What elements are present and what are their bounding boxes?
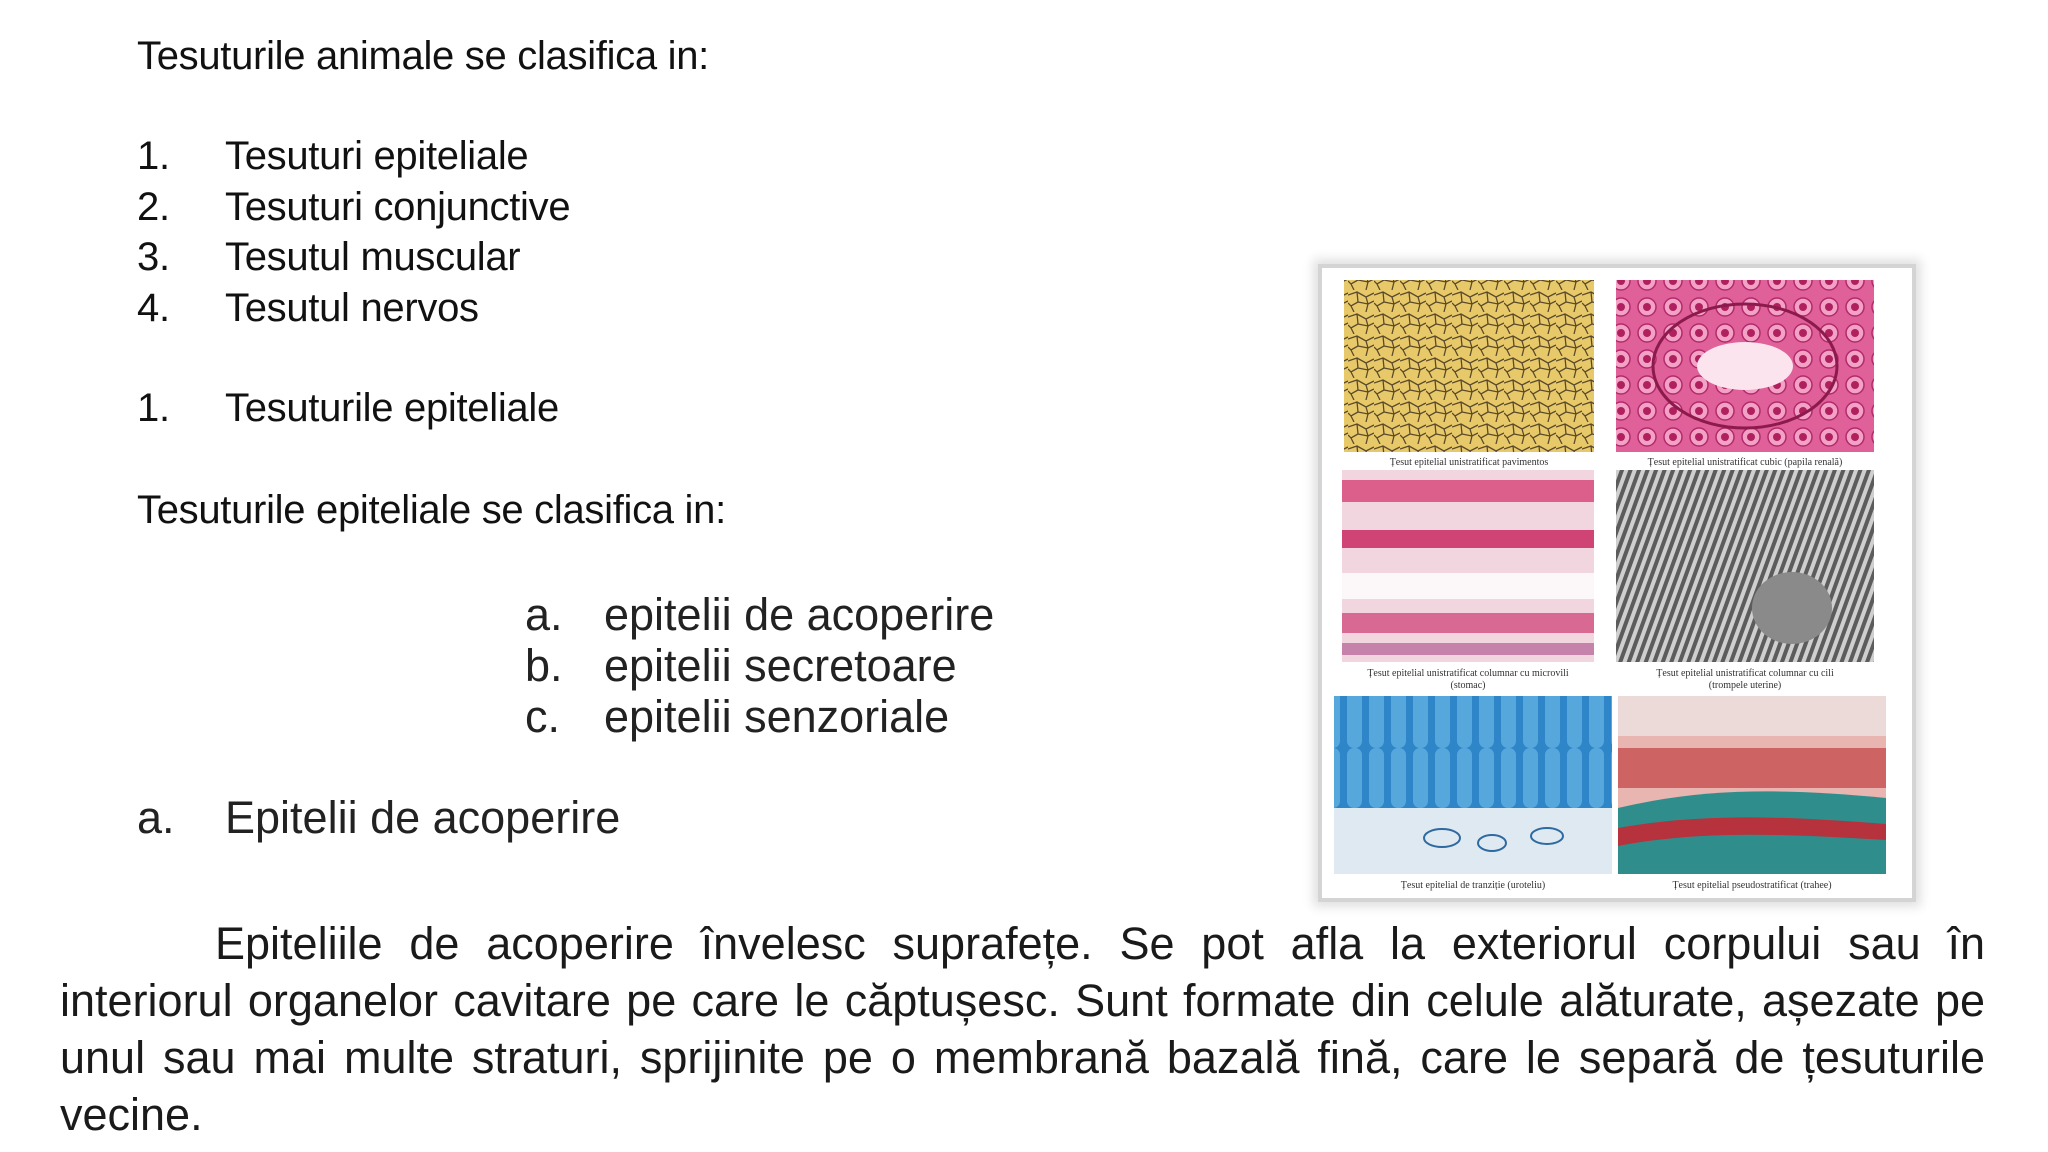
micrograph-tranzitie: [1334, 696, 1612, 874]
list-letter: c.: [525, 691, 561, 742]
caption-microvili-sub: (stomac): [1450, 680, 1486, 691]
list-item: Tesutul nervos: [225, 286, 479, 330]
heading: Tesuturile animale se clasifica in:: [137, 34, 709, 78]
caption-pseudo: Țesut epitelial pseudostratificat (trahee): [1672, 880, 1832, 891]
list-item: Tesuturi conjunctive: [225, 185, 571, 229]
list-item: Tesuturi epiteliale: [225, 134, 529, 178]
list-item: epitelii de acoperire: [604, 589, 995, 640]
list-number: 2.: [137, 185, 170, 229]
caption-tranzitie: Țesut epitelial de tranziție (uroteliu): [1400, 880, 1546, 891]
caption-cubic: Țesut epitelial unistratificat cubic (papila renală): [1647, 457, 1843, 468]
list-item: epitelii secretoare: [604, 640, 957, 691]
body-paragraph: Epiteliile de acoperire învelesc suprafețe. Se pot afla la exteriorul corpului sau în interiorul organelor cavitare pe care le căptușesc. Sunt formate din celule alăturate, așezate pe unul sau mai multe straturi, sprijinite pe o membrană bazală fină, care le separă de țesuturile vecine.: [60, 918, 1985, 1140]
caption-pavimentos: Țesut epitelial unistratificat pavimentos: [1389, 457, 1549, 468]
caption-cili-sub: (trompele uterine): [1708, 680, 1782, 691]
micrograph-microvili: [1342, 470, 1594, 662]
epithelium-figure: [1318, 264, 1916, 902]
list-letter: b.: [525, 640, 563, 691]
subheading: Tesuturile epiteliale se clasifica in:: [137, 488, 726, 532]
micrograph-pavimentos: [1344, 280, 1594, 452]
caption-cili: Țesut epitelial unistratificat columnar cu cili: [1656, 668, 1834, 679]
list-item: Tesutul muscular: [225, 235, 521, 279]
micrograph-pseudo: [1618, 696, 1886, 874]
caption-microvili: Țesut epitelial unistratificat columnar cu microvili: [1367, 668, 1569, 679]
section-title: Tesuturile epiteliale: [225, 386, 559, 430]
section-title: Epitelii de acoperire: [225, 792, 621, 843]
section-letter: a.: [137, 792, 175, 843]
micrograph-cubic: [1616, 280, 1874, 452]
micrograph-cili: [1616, 470, 1874, 662]
list-item: epitelii senzoriale: [604, 691, 950, 742]
list-number: 3.: [137, 235, 170, 279]
list-number: 4.: [137, 286, 170, 330]
list-letter: a.: [525, 589, 563, 640]
list-number: 1.: [137, 134, 170, 178]
section-number: 1.: [137, 386, 170, 430]
